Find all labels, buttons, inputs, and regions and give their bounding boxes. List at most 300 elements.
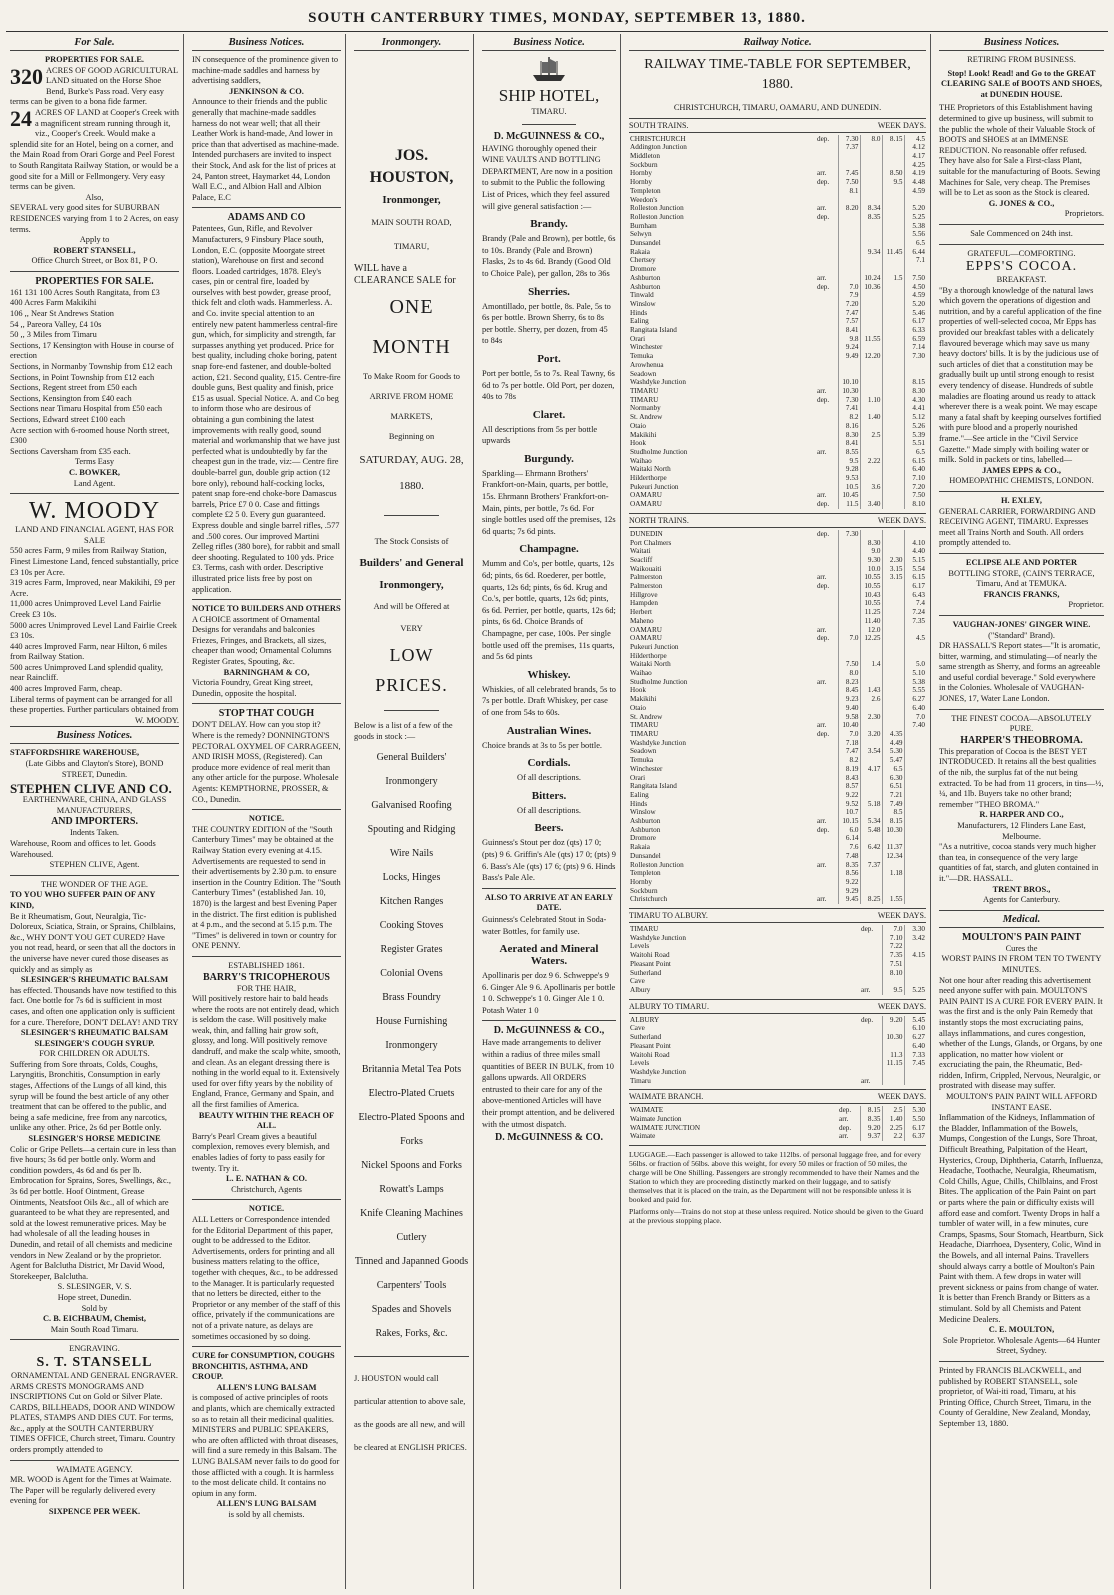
time-cell (838, 361, 860, 370)
list-item: Spades and Shovels (371, 1304, 452, 1316)
station-name: OAMARU (630, 625, 662, 634)
lot-24 (10, 105, 179, 193)
time-cell (882, 695, 904, 704)
timetable-row (629, 660, 926, 669)
arr-dep (816, 187, 838, 196)
section-heading: Bitters. (531, 789, 567, 802)
time-cell: 5.12 (904, 413, 926, 422)
station-name: Templeton (630, 869, 661, 878)
timetable-row (629, 152, 926, 161)
timetable-row (629, 960, 926, 969)
clive-body: Warehouse, Room and offices to let. Goods Warehoused. (10, 839, 156, 859)
section-heading: Port. (537, 352, 561, 365)
time-cell: 6.17 (904, 582, 926, 591)
lung-balsam-footer: is sold by all chemists. (228, 1510, 305, 1519)
mcguinness-intro: HAVING thoroughly opened their WINE VAULTS AND BOTTLING DEPARTMENT, Are now in a position to submit to the Public the following List of Prices, which they feel assured will give general satisfaction :— (482, 143, 613, 211)
timetable-row (629, 326, 926, 335)
one-month: ONE MONTH (372, 296, 451, 358)
timetable-row (629, 556, 926, 565)
timetable-row (629, 1077, 926, 1086)
station-name: Waikouaiti (630, 564, 662, 573)
station-name: Dromore (630, 834, 656, 843)
arr-dep (860, 1068, 882, 1077)
ship-icon (482, 55, 616, 85)
timetable-row (629, 617, 926, 626)
terms-text: Terms Easy (74, 457, 115, 467)
column-for-sale (6, 34, 184, 1589)
arr-dep (816, 343, 838, 352)
divider (939, 1361, 1104, 1362)
time-cell (882, 660, 904, 669)
stock-text: The Stock Consists of (374, 537, 449, 546)
arr-dep (816, 248, 838, 257)
time-cell (904, 861, 926, 870)
column-railway-notice (625, 34, 931, 1589)
divider (192, 956, 341, 957)
time-cell (860, 887, 882, 896)
time-cell: 7.21 (882, 791, 904, 800)
time-cell (860, 652, 882, 661)
time-cell: 8.50 (882, 169, 904, 178)
arr-dep (816, 591, 838, 600)
arr-dep (816, 317, 838, 326)
time-cell: 7.50 (904, 274, 926, 283)
divider (482, 1020, 616, 1021)
breakfast-text: BREAKFAST. (996, 275, 1047, 285)
time-cell: 5.34 (860, 817, 882, 826)
time-cell (904, 887, 926, 896)
station-name: OAMARU (630, 491, 662, 500)
timaru-label: ALBURY TO TIMARU. (629, 1001, 709, 1011)
timetable-row (629, 695, 926, 704)
luggage-notice: LUGGAGE.—Each passenger is allowed to take 112lbs. of personal luggage free, and for every 56lbs. or fraction of 56lbs. above this weight, for every 50 miles or fraction of 50 miles, the charge will be One Shilling. Passengers are strongly recommended to have their Names and the Station to which they are proceeding distinctly marked on their luggage, and to satisfy themselves that it is placed on the train, as the Department will not be responsible unless it is booked and paid for. (629, 1150, 921, 1205)
station-name: Winchester (630, 764, 663, 773)
stafford-heading: STAFFORDSHIRE WAREHOUSE, (10, 748, 140, 758)
time-cell: 2.30 (860, 713, 882, 722)
section-body: Guinness's Stout per doz (qts) 17 0; (pts) 9 6. Griffin's Ale (qts) 17 0; (pts) 9 6. Bass's Ale (qts) 17 6; (pts) 9 6. Hinds Bass's Pale Ale. (482, 838, 616, 883)
waimate-agency-body: MR. WOOD is Agent for the Times at Waimate. The Paper will be regularly delivered every evening for (10, 1475, 172, 1506)
time-cell: 7.51 (882, 960, 904, 969)
timetable-row (629, 791, 926, 800)
houston-town: TIMARU, (393, 242, 430, 251)
list-item: 50 ,, 3 Miles from Timaru (10, 330, 97, 340)
timetable-row (629, 721, 926, 730)
timetable-row (629, 730, 926, 739)
timetable-row (629, 465, 926, 474)
time-cell (860, 739, 882, 748)
divider (10, 1460, 179, 1461)
time-cell: 9.30 (860, 556, 882, 565)
time-cell: 5.15 (904, 556, 926, 565)
list-item: Knife Cleaning Machines (360, 1208, 463, 1220)
station-name: Palmerston (630, 582, 663, 591)
arr-dep (816, 774, 838, 783)
time-cell (838, 222, 860, 231)
masthead: SOUTH CANTERBURY TIMES, MONDAY, SEPTEMBER 13, 1880. (308, 10, 806, 26)
eclipse-heading: ECLIPSE ALE AND PORTER (965, 557, 1078, 567)
list-item: Nickel Spoons and Forks (361, 1160, 462, 1172)
time-cell: 7.50 (838, 178, 860, 187)
station-name: Rangitata Island (630, 782, 677, 791)
station-name: Waitaki North (630, 465, 671, 474)
arr-dep (816, 765, 838, 774)
time-cell: 8.35 (860, 1115, 882, 1124)
arr-dep (816, 695, 838, 704)
time-cell: 6.44 (904, 248, 926, 257)
arr-dep (816, 222, 838, 231)
time-cell (882, 591, 904, 600)
station-name: Ealing (630, 790, 649, 799)
also-arrive-body: Guinness's Celebrated Stout in Soda-water Bottles, for family use. (482, 914, 607, 936)
imprint: Printed by FRANCIS BLACKWELL, and published by ROBERT STANSELL, sole proprietor, of Wai-iti road, Timaru, at his Printing Office, Church Street, Timaru, in the County of Geraldine, New Zealand, Monday, September 13, 1880. (939, 1365, 1092, 1428)
station-name: Otaio (630, 703, 646, 712)
also-text: Also, (85, 192, 104, 202)
time-cell (838, 265, 860, 274)
time-cell (860, 474, 882, 483)
cure-heading: CURE for CONSUMPTION, COUGHS BRONCHITIS, ASTHMA, AND CROUP. (192, 1351, 335, 1382)
time-cell: 9.29 (838, 887, 860, 896)
timetable-row (629, 404, 926, 413)
arr-dep (816, 404, 838, 413)
section-heading: Claret. (532, 408, 566, 421)
north-trains-label: NORTH TRAINS. (629, 515, 689, 525)
station-name: Otaio (630, 421, 646, 430)
divider (939, 709, 1104, 710)
time-cell (882, 326, 904, 335)
time-cell (882, 204, 904, 213)
column-ironmongery (350, 34, 474, 1589)
timetable-row (629, 774, 926, 783)
time-cell (882, 317, 904, 326)
station-name: Christchurch (630, 895, 668, 904)
time-cell (838, 643, 860, 652)
timetable-title: RAILWAY TIME-TABLE FOR SEPTEMBER, 1880. (644, 57, 911, 92)
eclipse-body: BOTTLING STORE, (CAIN'S TERRACE, Timaru, And at TEMUKA. (948, 568, 1095, 589)
time-cell: 10.45 (838, 491, 860, 500)
time-cell: 10.30 (882, 1033, 904, 1042)
list-item: House Furnishing Ironmongery (375, 1016, 448, 1052)
section-heading: Brandy. (530, 218, 568, 231)
time-cell: 4.5 (904, 135, 926, 144)
arr-dep: dep. (861, 925, 874, 934)
make-room: To Make Room for Goods to (363, 372, 460, 381)
timetable-row (629, 599, 926, 608)
list-item: Electro-Plated Spoons and Forks (358, 1112, 465, 1148)
time-cell (882, 686, 904, 695)
section-heading: Aerated and Mineral Waters. (499, 943, 599, 968)
lung-balsam-body: is composed of active principles of roots and plants, which are chemically extracted so as to retain all their medicinal qualities. MINISTERS and PUBLIC SPEAKERS, who are often afflicted with throat diseases, will find a sure remedy in this Balsam. The LUNG BALSAM never fails to do good for those afflicted with a cough. It is harmless to the most delicate child. It contains no opium in any form. (192, 1393, 340, 1498)
time-cell (860, 317, 882, 326)
timetable-row (629, 747, 926, 756)
list-item: 161 131 100 Acres South Rangitata, from £3 (10, 287, 160, 297)
time-cell (882, 431, 904, 440)
timetable-row (629, 448, 926, 457)
timetable-row (629, 1051, 926, 1060)
balsam-heading: SLESINGER'S RHEUMATIC BALSAM (20, 1028, 169, 1038)
notice-body: THE COUNTRY EDITION of the "South Canterbury Times" may be obtained at the Railway Station every evening at 4.15. Advertisements are requested to send in their advertisements by 2.30 p.m. to ensure insertion in the Country Edition. The "South Canterbury Times" (established Jan. 10, 1870) is the largest and best Evening Paper in the district. The first edition is published at 4 p.m., and the second at 5.15 p.m. The "Times" is delivered in town or country for ONE PENNY. (192, 824, 341, 951)
time-cell (882, 539, 904, 548)
grateful-text: GRATEFUL—COMFORTING. (967, 248, 1076, 258)
timetable-row (629, 817, 926, 826)
time-cell (860, 256, 882, 265)
list-item: Register Grates (380, 944, 443, 956)
station-name: Orari (630, 334, 646, 343)
timetable-row (629, 986, 926, 995)
soldby-text: Sold by (81, 1303, 108, 1313)
time-cell (860, 378, 882, 387)
time-cell: 5.30 (904, 1106, 926, 1115)
timetable-row (629, 1042, 926, 1051)
time-cell: 6.40 (904, 1042, 926, 1051)
lot-text: ACRES OF GOOD AGRICULTURAL LAND situated on the Horse Shoe Bend, Burke's Pass road. Very easy terms can be given to a bona fide farmer. (10, 65, 178, 107)
timetable-row (629, 934, 926, 943)
jones-role: Proprietors. (1064, 209, 1104, 219)
timetable-row (629, 895, 926, 904)
column-header: Ironmongery. (354, 34, 469, 51)
time-cell (882, 265, 904, 274)
time-cell (904, 196, 926, 205)
column-header: For Sale. (10, 34, 179, 51)
timetable-row (629, 1124, 926, 1133)
list-item: 106 ,, Near St Andrews Station (10, 309, 114, 319)
time-cell: 7.35 (904, 617, 926, 626)
apply-text: Apply to (79, 235, 110, 245)
divider (192, 703, 341, 704)
time-cell (882, 457, 904, 466)
time-cell: 8.10 (904, 500, 926, 509)
very-text: VERY (400, 624, 423, 633)
time-cell: 7.47 (838, 747, 860, 756)
time-cell: 9.22 (838, 878, 860, 887)
moulton-subheading: MOULTON'S PAIN PAINT WILL AFFORD INSTANT EASE. (945, 1092, 1098, 1112)
time-cell: 4.59 (904, 187, 926, 196)
timetable-row (629, 1115, 926, 1124)
timetable-row (629, 256, 926, 265)
arr-dep: arr. (839, 1115, 849, 1124)
timetable-row (629, 678, 926, 687)
time-cell: 9.24 (838, 343, 860, 352)
column-header: Business Notices. (10, 726, 179, 744)
time-cell (838, 256, 860, 265)
time-cell: 7.37 (838, 143, 860, 152)
time-cell: 4.12 (904, 143, 926, 152)
time-cell: 10.10 (838, 378, 860, 387)
time-cell (882, 617, 904, 626)
station-name: Weedon's (630, 195, 658, 204)
station-name: Sutherland (630, 968, 662, 977)
lung-balsam-heading: ALLEN'S LUNG BALSAM (216, 1499, 317, 1509)
time-cell: 3.15 (882, 565, 904, 574)
time-cell: 9.22 (838, 791, 860, 800)
station-name: OAMARU (630, 500, 662, 509)
station-name: Sockburn (630, 886, 658, 895)
harper-quote: "As a nutritive, cocoa stands very much higher than tea, in consequence of the very large quantities of fat, starch, and gluten contained in it."—DR. HASSALL. (939, 842, 1099, 883)
time-cell (860, 774, 882, 783)
timetable-row (629, 969, 926, 978)
station-name: TIMARU (630, 386, 659, 395)
list-item: 400 acres Improved Farm, cheap. (10, 684, 123, 694)
timetable-header (629, 1089, 926, 1104)
timetable-row (629, 1016, 926, 1025)
timetable-row (629, 335, 926, 344)
time-cell (882, 530, 904, 539)
time-cell: 8.0 (838, 669, 860, 678)
time-cell: 9.23 (838, 695, 860, 704)
jenkinson-name: JENKINSON & CO. (229, 86, 304, 96)
lot-320 (10, 63, 179, 108)
time-cell (904, 643, 926, 652)
station-name: Studholme Junction (630, 677, 688, 686)
time-cell (882, 291, 904, 300)
time-cell: 7.0 (838, 283, 860, 292)
time-cell: 10.30 (882, 826, 904, 835)
arr-dep (860, 969, 882, 978)
time-cell: 7.33 (904, 1051, 926, 1060)
timetable-row (629, 1033, 926, 1042)
time-cell (860, 309, 882, 318)
arr-dep (816, 483, 838, 492)
time-cell: 5.25 (904, 986, 926, 995)
list-item: Electro-Plated Cruets (368, 1088, 455, 1100)
arr-dep (816, 878, 838, 887)
arr-dep (816, 747, 838, 756)
column-header: Business Notices. (192, 34, 341, 51)
station-name: DUNEDIN (630, 529, 663, 538)
agent-role: Land Agent. (73, 478, 116, 488)
time-cell: 8.35 (860, 213, 882, 222)
weekdays-label: WEEK DAYS. (877, 515, 926, 525)
adams-body: Patentees, Gun, Rifle, and Revolver Manufacturers, 9 Finsbury Place south, London, E.C. (opposite Moorgate street station), Warehouse on first and second floors. Loaded cartridges, 1878. Eley's cases, pin or central fire, loaded by ourselves with best powder, grease proof, thick felt and cloth wads. Hammerless. A. and Co. invite special attention to an entirely new patent hammerless central-fire gun, which, for simplicity and strength, far surpasses anything yet produced. Price for best quality, including choke boring, patent snap fore-end fastener, and double-bolted action, £21. Second quality, £15. Centre-fire double guns, Best quality and finish, price £15 as usual. Special Notice. A. and Co beg to inform those who are desirous of obtaining a gun combining the latest improvements with really good, sound material and workmanship that we have just perfected what is undoubtedly by far the cheapest gun in the trade, viz:— Centre fire double-barrel gun, double grip action (12 bore only), rebound half-cocking locks, patent snap fore-end choke-bore Damascus barrels, Price £7 0 0. Case and fittings complete £2 5 0. Every gun guaranteed. Express double and single barrel rifles, .577 and .500 cores. Our improved Martini Zelleg rifles (380 bore), for rabbit and small deer shooting. Regulated to 100 yds. Price £3. Terms, cash with order. Descriptive illustrated price lists free by post on application. (192, 224, 341, 594)
time-cell: 8.19 (838, 765, 860, 774)
column-header: Medical. (939, 910, 1104, 928)
time-cell: 8.43 (838, 774, 860, 783)
time-cell (882, 256, 904, 265)
time-cell: 7.10 (882, 934, 904, 943)
time-cell (882, 352, 904, 361)
section-body: Port per bottle, 5s to 7s. Real Tawny, 6s 6d to 7s per bottle. Old Port, per dozen, 40s to 78s (482, 368, 615, 402)
divider (384, 515, 439, 516)
stansell-heading: S. T. STANSELL (36, 1354, 153, 1370)
station-name: TIMARU (630, 395, 659, 404)
list-item: Brass Foundry (382, 992, 441, 1004)
list-item: Carpenters' Tools (376, 1280, 447, 1292)
time-cell (882, 387, 904, 396)
time-cell (838, 608, 860, 617)
station-name: Washdyke Junction (630, 738, 686, 747)
station-name: Templeton (630, 186, 661, 195)
section-body: Choice brands at 3s to 5s per bottle. (482, 740, 603, 750)
time-cell (882, 713, 904, 722)
time-cell (882, 422, 904, 431)
time-cell: 8.35 (838, 861, 860, 870)
time-cell (882, 547, 904, 556)
station-name: Waitaki North (630, 660, 671, 669)
arr-dep (816, 309, 838, 318)
beauty-heading: BEAUTY WITHIN THE REACH OF ALL. (198, 1110, 335, 1131)
time-cell (882, 1077, 904, 1086)
station-name: TIMARU (630, 925, 659, 934)
time-cell: 8.56 (838, 869, 860, 878)
time-cell: 1.10 (860, 396, 882, 405)
time-cell (838, 599, 860, 608)
time-cell (882, 396, 904, 405)
time-cell: 2.22 (860, 457, 882, 466)
stafford-sub: (Late Gibbs and Clayton's Store), BOND STREET, Dunedin. (25, 759, 164, 779)
time-cell: 8.30 (838, 431, 860, 440)
station-name: CHRISTCHURCH (630, 134, 686, 143)
time-cell: 6.5 (904, 448, 926, 457)
time-cell: 4.25 (904, 161, 926, 170)
time-cell (838, 196, 860, 205)
time-cell: 8.41 (838, 439, 860, 448)
arr-dep (816, 335, 838, 344)
time-cell (860, 161, 882, 170)
station-name: Rolleston Junction (630, 204, 684, 213)
timetable-row (629, 135, 926, 144)
houston-address: MAIN SOUTH ROAD, (371, 218, 452, 227)
timetable-row (629, 248, 926, 257)
station-name: Washdyke Junction (630, 933, 686, 942)
time-cell (882, 626, 904, 635)
time-cell: 7.40 (904, 721, 926, 730)
section-body: Amontillado, per bottle, 8s. Pale, 5s to 6s per bottle. Brown Sherry, 6s to 8s per bottle. Sherry, per dozen, from 45 to 84s (482, 301, 611, 346)
slesinger-signature: S. SLESINGER, V. S. (57, 1282, 132, 1292)
arr-dep (816, 143, 838, 152)
section-body: Mumm and Co's, per bottle, quarts, 12s 6d; pints, 6s 6d. Roederer, per bottle, quarts, 12s 6d; pints, 6s 6d. Krug and Co.'s, per bottle, quarts, 12s 6d; pints, 6s 6d. Perrier, per bottle, quarts, 12s 6d; pints, 6s 6d. Choice Brands of Champagne, per case, 100s. Per single bottle used off the premises, 11s quarts, and 5s 6d pints (482, 559, 616, 662)
time-cell (882, 1024, 904, 1033)
arr-dep (860, 1051, 882, 1060)
arr-dep (816, 791, 838, 800)
indents-text: Indents Taken. (69, 828, 120, 838)
divider (192, 1346, 341, 1347)
clearing-sale: Stop! Look! Read! and Go to the GREAT CLEARING SALE of BOOTS AND SHOES, at DUNEDIN HOUSE. (940, 68, 1103, 99)
arr-dep (816, 660, 838, 669)
time-cell (882, 582, 904, 591)
time-cell (838, 556, 860, 565)
cures-text: Cures the (1005, 943, 1038, 953)
time-cell: 7.47 (838, 309, 860, 318)
station-name: Sockburn (630, 160, 658, 169)
station-name: Burnham (630, 221, 657, 230)
time-cell: 8.23 (838, 678, 860, 687)
arrive-text: ARRIVE FROM HOME MARKETS, (369, 392, 454, 421)
station-name: Seadown (630, 747, 657, 756)
list-item: Wire Nails (389, 848, 434, 860)
arr-dep: arr. (817, 677, 827, 686)
list-item: Sections, Kensington from £40 each (10, 393, 132, 403)
timetable-row (629, 396, 926, 405)
also-arrive-heading: ALSO TO ARRIVE AT AN EARLY DATE. (484, 892, 614, 913)
time-cell: 9.53 (838, 474, 860, 483)
station-name: Hornby (630, 877, 652, 886)
time-cell (882, 878, 904, 887)
arr-dep (816, 887, 838, 896)
time-cell: 7.10 (904, 474, 926, 483)
time-cell: 8.5 (882, 808, 904, 817)
time-cell: 5.38 (904, 678, 926, 687)
time-cell: 7.0 (838, 634, 860, 643)
divider (939, 615, 1104, 616)
time-cell (882, 652, 904, 661)
list-item: Galvanised Roofing (371, 800, 452, 812)
chemist-name: C. B. EICHBAUM, Chemist, (42, 1314, 147, 1324)
column-business-notice (478, 34, 621, 1589)
time-cell: 4.19 (904, 169, 926, 178)
arr-dep (816, 326, 838, 335)
time-cell: 1.55 (882, 895, 904, 904)
stop-cough-heading: STOP THAT COUGH (218, 708, 315, 720)
time-cell (860, 222, 882, 231)
